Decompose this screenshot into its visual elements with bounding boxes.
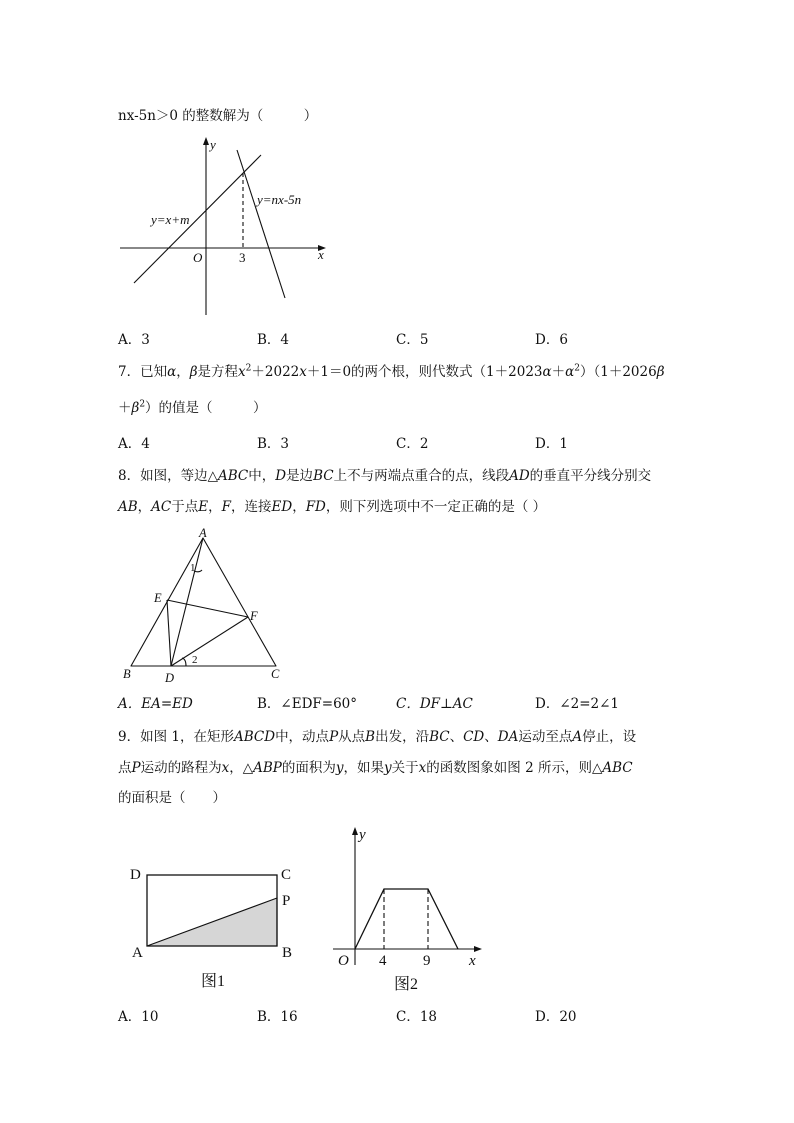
q6-option-b[interactable]: B．4 [257, 332, 290, 348]
y-axis-label: y [210, 137, 216, 152]
shaded-triangle-abp [147, 898, 277, 946]
label-angle-2: 2 [192, 654, 198, 666]
label-d: D [165, 671, 175, 685]
label-angle-1: 1 [190, 562, 196, 574]
fig2-tick-9: 9 [423, 953, 431, 969]
x-axis-label: x [318, 247, 324, 262]
line-y-nx-5n [237, 150, 285, 298]
label-b: B [123, 667, 131, 681]
q9-option-c[interactable]: C．18 [396, 1009, 438, 1025]
function-graph [355, 889, 458, 949]
q9-option-b[interactable]: B．16 [257, 1009, 298, 1025]
y-axis-arrow-icon [203, 137, 209, 145]
segment-ed [167, 600, 171, 666]
q7-option-c[interactable]: C．2 [396, 436, 429, 452]
q7-stem-line1: 7．已知α，β是方程$x^2+2022x+1=0$的两个根，则代数式$(1+2023\alpha+\alpha^2)(1+2026\beta$ [118, 363, 665, 380]
q6-linear-functions-graph [115, 135, 330, 325]
rect-label-p: P [282, 893, 291, 909]
q8-option-b[interactable]: B．∠EDF=60° [257, 696, 358, 712]
q8-option-d[interactable]: D．∠2=2∠1 [535, 696, 620, 712]
line2-label: y=nx-5n [257, 192, 302, 207]
fig2-tick-4: 4 [379, 953, 387, 969]
rect-label-c: C [281, 867, 292, 883]
line1-label: y=x+m [151, 212, 190, 227]
label-f: F [250, 609, 258, 623]
rect-label-b: B [282, 945, 293, 961]
q8-option-c[interactable]: C．DF⊥AC [396, 696, 473, 712]
q8-triangle-figure [120, 525, 290, 685]
q6-option-c[interactable]: C．5 [396, 332, 429, 348]
q7-stem-line2: $+\beta^2$）的值是（ ） [118, 399, 267, 416]
q9-option-a[interactable]: A．10 [118, 1009, 159, 1025]
fig2-x-arrow-icon [474, 946, 482, 952]
q7-option-d[interactable]: D．1 [535, 436, 568, 452]
label-c: C [271, 667, 280, 681]
rect-label-a: A [132, 945, 143, 961]
label-e: E [154, 591, 162, 605]
fig2-y-arrow-icon [352, 827, 358, 835]
fig2-origin-label: O [338, 953, 349, 969]
q7-option-b[interactable]: B．3 [257, 436, 290, 452]
q9-option-d[interactable]: D．20 [535, 1009, 577, 1025]
fig2-x-label: x [469, 953, 476, 969]
figure-2-caption: 图2 [394, 976, 419, 993]
segment-ef [167, 600, 248, 617]
tick-label-3: 3 [239, 250, 246, 265]
q9-stem-line1: 9．如图 1，在矩形ABCD中，动点P从点B出发，沿BC、CD、DA运动至点A停止，设 [118, 729, 637, 745]
rect-label-d: D [130, 867, 141, 883]
q9-stem-line2: 点P运动的路程为x，△ABP的面积为y，如果y关于x的函数图象如图 2 所示，则△ABC [118, 760, 633, 776]
figure-1-caption: 图1 [201, 973, 226, 990]
origin-label: O [193, 250, 203, 265]
q9-stem-line3: 的面积是（ ） [118, 790, 226, 806]
label-a: A [199, 526, 207, 540]
q8-option-a[interactable]: A．EA=ED [118, 696, 193, 712]
q6-option-a[interactable]: A．3 [118, 332, 150, 348]
q9-figure-1-rectangle [125, 860, 305, 995]
fig2-y-label: y [359, 827, 366, 843]
q7-option-a[interactable]: A．4 [118, 436, 150, 452]
q6-option-d[interactable]: D．6 [535, 332, 568, 348]
q8-stem-line2: AB，AC于点E，F，连接ED，FD，则下列选项中不一定正确的是（ ） [118, 499, 547, 515]
triangle-abc [131, 538, 276, 666]
q9-figure-2-graph [330, 825, 485, 995]
q6-stem-tail: nx-5n＞0 的整数解为（ ） [118, 108, 318, 124]
q8-stem-line1: 8．如图，等边△ABC中，D是边BC上不与两端点重合的点，线段AD的垂直平分线分别交 [118, 468, 652, 484]
